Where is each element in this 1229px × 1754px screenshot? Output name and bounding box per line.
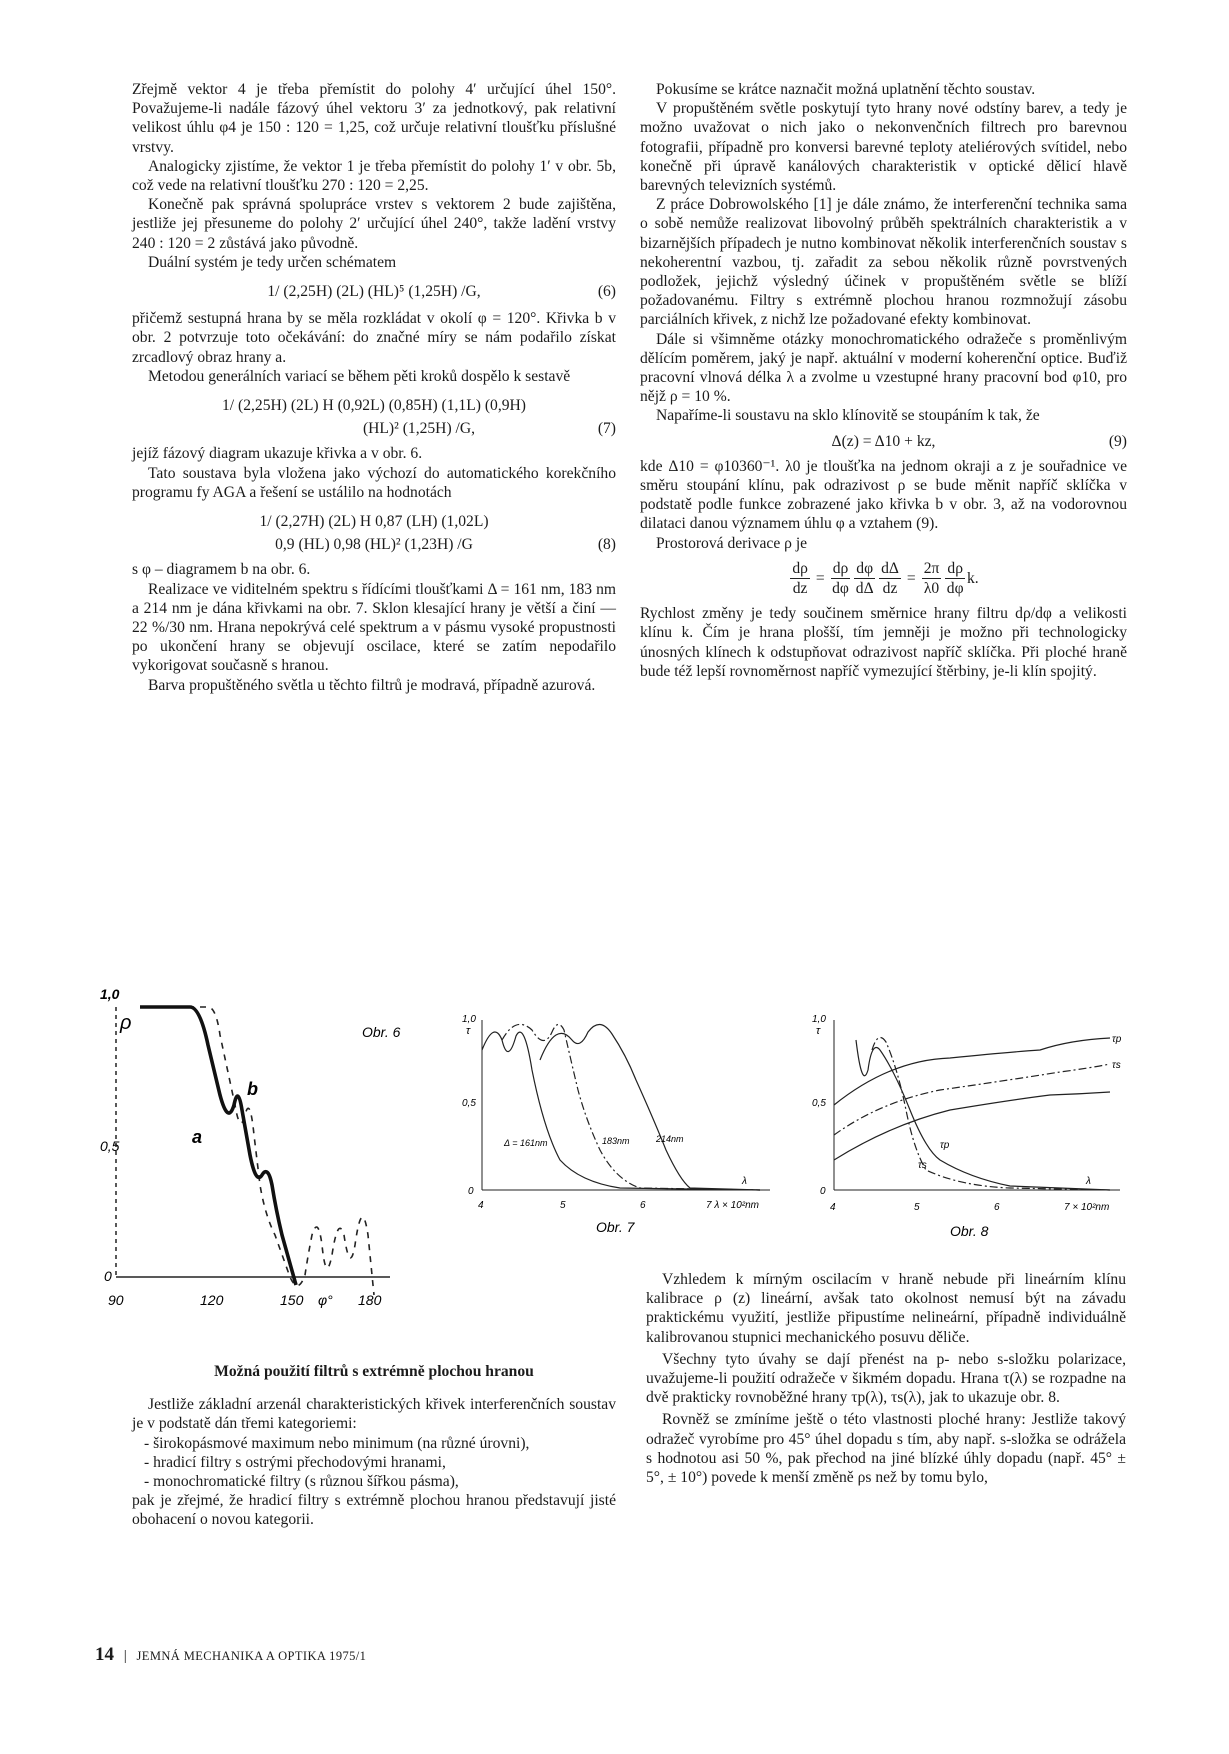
denominator: dz: [792, 580, 808, 598]
journal-name: JEMNÁ MECHANIKA A OPTIKA 1975/1: [136, 1649, 367, 1663]
equation-7-number: (7): [597, 420, 616, 438]
equals-sign: =: [906, 569, 916, 587]
figure-6: [100, 985, 430, 1315]
equation-7-line-2: [132, 419, 616, 438]
label-161nm: Δ = 161nm: [504, 1138, 548, 1148]
x-tick: 4: [478, 1200, 484, 1211]
equation-9-number: (9): [1108, 432, 1127, 450]
fraction: [831, 559, 851, 598]
y-axis-label: τ: [816, 1025, 821, 1037]
list-item: - hradicí filtry s ostrými přechodovými hranami,: [144, 1453, 446, 1471]
curve-b: [140, 1007, 374, 1295]
equals-sign: =: [815, 569, 825, 587]
curve-tau-s-transmit: [834, 1064, 1110, 1135]
paragraph: Zřejmě vektor 4 je třeba přemístit do polohy 4′ určující úhel 150°. Považujeme-li nadále fázový úhel vektoru 3′ za jednotkový, pak relativní velikost úhlu φ4 je 150 : 120 = 1,25, což určuje relativní tloušťku příslušné vrstvy.: [132, 81, 616, 156]
equation-6-body: 1/ (2,25H) (2L) (HL)⁵ (1,25H) /G,: [267, 283, 481, 301]
paragraph: Všechny tyto úvahy se dají přenést na p- nebo s-složku polarizace, uvažujeme-li použití odražeče v šikmém dopadu. Hrana τ(λ) se rozpadne na dvě prakticky rovnoběžné hrany τp(λ), τs(λ), jak to ukazuje obr. 8.: [646, 1350, 1126, 1407]
paragraph: Dále si všimněme otázky monochromatického odražeče s proměnlivým dělícím poměrem, jaký je např. aktuální v moderní koherenční optice. Buďiž pracovní vlnová délka λ a zvolme u vzestupné hrany pracovní bod φ10, pro nějž ρ = 10 %.: [640, 330, 1127, 406]
equation-9: [640, 432, 1127, 451]
left-column-bottom: [132, 1362, 616, 1530]
page-footer: [95, 1644, 366, 1666]
x-tick: 90: [108, 1292, 124, 1308]
paragraph: Rovněž se zmíníme ještě o této vlastnosti ploché hrany: Jestliže takový odražeč vyrobíme pro 45° úhel dopadu s tím, aby např. s-složka se odrážela s hodnotou asi 50 %, pak přechod na jiné blízké úhly dopadu (např. 45° ± 5°, ± 10°) povede k menší změně ρs než by tomu bylo,: [646, 1411, 1126, 1487]
list-item: - širokopásmové maximum nebo minimum (na různé úrovni),: [144, 1434, 530, 1452]
fraction: [945, 559, 965, 598]
denominator: dφ: [832, 580, 849, 598]
x-tick: 150: [280, 1292, 304, 1308]
paragraph: Metodou generálních variací se během pěti kroků dospělo k sestavě: [148, 367, 571, 385]
label-tau-s: τs: [1112, 1060, 1121, 1071]
figure-7-plot: [460, 1010, 780, 1240]
left-column-top: [132, 80, 616, 695]
numerator: dρ: [790, 559, 810, 579]
curve-lower: [834, 1092, 1110, 1160]
right-column-bottom: [646, 1270, 1126, 1487]
y-tick-0-5: 0,5: [462, 1098, 476, 1109]
paragraph: pak je zřejmé, že hradicí filtry s extrémně plochou hranou představují jisté obohacení o novou kategorii.: [132, 1492, 616, 1529]
curve-214nm: [540, 1024, 760, 1190]
lambda-label: λ: [742, 1176, 747, 1187]
numerator: dρ: [945, 559, 965, 579]
paragraph: Vzhledem k mírným oscilacím v hraně nebude při lineárním klínu kalibrace ρ (z) lineární, avšak tato okolnost nemusí být na závadu praktickému využití, jestliže připustíme nelineární, případně individuálně kalibrovanou stupnici mechanického posuvu děliče.: [646, 1271, 1126, 1346]
numerator: dρ: [831, 559, 851, 579]
x-tick: 7 λ × 10²nm: [706, 1200, 760, 1211]
paragraph: Barva propuštěného světla u těchto filtrů je modravá, případně azurová.: [148, 676, 596, 694]
x-axis-unit: φ°: [318, 1292, 333, 1308]
equation-8-number: (8): [597, 536, 616, 554]
equation-7: [132, 396, 616, 438]
equation-7-text-2: (HL)² (1,25H) /G,: [362, 420, 476, 438]
y-tick-0: 0: [468, 1186, 474, 1197]
equation-8-text-1: 1/ (2,27H) (2L) H 0,87 (LH) (1,02L): [259, 513, 489, 531]
numerator: dΔ: [879, 559, 901, 579]
paragraph: Tato soustava byla vložena jako výchozí do automatického korekčního programu fy AGA a řešení se ustálilo na hodnotách: [132, 464, 616, 501]
y-axis-label: τ: [466, 1025, 471, 1037]
curve-tau-p-reflect: [856, 1040, 1110, 1190]
section-heading: Možná použití filtrů s extrémně plochou hranou: [214, 1363, 534, 1380]
category-list: [132, 1434, 616, 1492]
denominator: dΔ: [855, 580, 874, 598]
x-tick: 5: [914, 1202, 920, 1213]
curve-b-label: b: [247, 1079, 258, 1099]
x-tick: 6: [994, 1202, 1000, 1213]
paragraph: Rychlost změny je tedy součinem směrnice hrany filtru dρ/dφ a velikosti klínu k. Čím je hrana plošší, tím jemněji je možno při technologicky únosných klínech k odstupňovat odrazivost napříč sklíčka. Při ploché hraně bude též lepší rovnoměrnost napříč vymezující štěrbiny, je-li klín spojitý.: [640, 605, 1127, 680]
paragraph: Realizace ve viditelném spektru s řídícími tloušťkami Δ = 161 nm, 183 nm a 214 nm je dána křivkami na obr. 7. Sklon klesající hrany je větší a činí —22 %/30 nm. Hrana nepokrývá celé spektrum a v pásmu vysoké propustnosti po ukončení hrany se objevují oscilace, které se zatím nepodařilo vykorigovat současně s hranou.: [132, 580, 616, 675]
numerator: 2π: [922, 559, 942, 579]
lambda-label: λ: [1086, 1176, 1091, 1187]
paragraph: jejíž fázový diagram ukazuje křivka a v obr. 6.: [132, 445, 423, 463]
paragraph: přičemž sestupná hrana by se měla rozkládat v okolí φ = 120°. Křivka b v obr. 2 potvrzuje toto očekávání: do značné míry se nám podařilo získat zrcadlový obraz hrany a.: [132, 310, 616, 366]
figure-6-plot: [100, 985, 430, 1315]
numerator: dφ: [854, 559, 875, 579]
curve-161nm: [482, 1032, 760, 1190]
equation-7-text-1: 1/ (2,25H) (2L) H (0,92L) (0,85H) (1,1L) (0,9H): [221, 397, 526, 415]
figure-8-plot: [810, 1010, 1130, 1250]
equation-8-line-1: [132, 512, 616, 531]
figure-7: [460, 1010, 780, 1240]
paragraph: V propuštěném světle poskytují tyto hrany nové odstíny barev, a tedy je možno uvažovat o nich jako o nekonvenčních filtrech pro barevnou fotografii, případně pro konversi barevné teploty ateliérových svítidel, nebo konečně při úpravě kanálových charakteristik v optické dělicí hlavě barevných televizních systémů.: [640, 100, 1127, 195]
paragraph: Analogicky zjistíme, že vektor 1 je třeba přemístit do polohy 1′ v obr. 5b, což vede na relativní tloušťku 270 : 120 = 2,25.: [132, 157, 616, 195]
paragraph: Napaříme-li soustavu na sklo klínovitě se stoupáním k tak, že: [656, 407, 1040, 425]
paragraph: s φ – diagramem b na obr. 6.: [132, 561, 311, 579]
y-tick-1: 1,0: [100, 986, 120, 1002]
figure-6-caption: Obr. 6: [362, 1024, 401, 1040]
x-tick: 5: [560, 1200, 566, 1211]
paragraph: Pokusíme se krátce naznačit možná uplatnění těchto soustav.: [656, 81, 1036, 98]
x-tick: 7 × 10²nm: [1064, 1202, 1110, 1213]
denominator: dz: [882, 580, 898, 598]
y-tick-1: 1,0: [462, 1014, 476, 1025]
paragraph: Prostorová derivace ρ je: [656, 534, 808, 552]
fraction: [790, 559, 810, 598]
equation-tail: k.: [966, 569, 979, 587]
figure-7-caption: Obr. 7: [596, 1219, 635, 1235]
fraction: [922, 559, 942, 598]
paragraph: Duální systém je tedy určen schématem: [148, 253, 397, 271]
list-item: - monochromatické filtry (s různou šířkou pásma),: [144, 1473, 459, 1491]
equation-7-line-1: [132, 396, 616, 415]
footer-separator: |: [123, 1648, 127, 1664]
x-tick: 6: [640, 1200, 646, 1211]
equation-6: [132, 282, 616, 301]
x-tick: 180: [358, 1292, 382, 1308]
curve-tau-s-reflect: [872, 1038, 1110, 1191]
denominator: dφ: [946, 580, 964, 598]
equation-8-line-2: [132, 535, 616, 554]
paragraph: Konečně pak správná spolupráce vrstev s vektorem 2 bude zajištěna, jestliže jej přesuneme do polohy 2′ určující úhel 240°, takže ladění vrstvy 240 : 120 = 2 zůstává jako původně.: [132, 196, 616, 252]
paragraph: kde Δ10 = φ10360⁻¹. λ0 je tloušťka na jednom okraji a z je souřadnice ve směru stoupání klínu, pak odrazivost ρ se bude měnit napříč sklíčka v podstatě podle funkce zobrazené jako křivka b v obr. 3, až na vodorovnou dilataci danou významem úhlu φ a vztahem (9).: [640, 457, 1127, 533]
paragraph: Z práce Dobrowolského [1] je dále známo, že interferenční technika sama o sobě nemůže realizovat libovolný průběh spektrálních charakteristik a v bizarnějších případech je nutno kombinovat několik interferenčních soustav s nekoherentní vazbou, tj. zařadit za sebou několik různě povrstvených podložek, jejichž výsledný účinek v propuštěném světle se blíží požadovanému. Filtry s extrémně plochou hranou rozmnožují zásobu parciálních křivek, z nichž lze požadované efekty kombinovat.: [640, 196, 1127, 329]
equation-6-number: (6): [597, 283, 616, 301]
x-tick: 4: [830, 1202, 836, 1213]
paragraph: Jestliže základní arzenál charakteristických křivek interferenčních soustav je v podstatě dán třemi kategoriemi:: [132, 1396, 616, 1433]
equation-9-body: Δ(z) = Δ10 + kz,: [831, 432, 936, 450]
derivative-equation: [640, 559, 1127, 598]
fraction: [854, 559, 875, 598]
x-tick: 120: [200, 1292, 224, 1308]
equation-8: [132, 512, 616, 554]
y-tick-0-5: 0,5: [812, 1098, 826, 1109]
label-tau-s-lower: τs: [918, 1160, 927, 1171]
y-tick-0-5: 0,5: [100, 1138, 120, 1154]
y-tick-0: 0: [820, 1186, 826, 1197]
label-tau-p-lower: τp: [940, 1140, 950, 1151]
y-tick-0: 0: [104, 1268, 112, 1284]
label-183nm: 183nm: [602, 1136, 630, 1146]
curve-a-label: a: [192, 1127, 203, 1147]
figure-8: [810, 1010, 1130, 1250]
curve-a: [140, 1007, 296, 1285]
label-tau-p: τp: [1112, 1034, 1122, 1045]
rho-label: ρ: [120, 1012, 132, 1034]
equation-8-text-2: 0,9 (HL) 0,98 (HL)² (1,23H) /G: [275, 536, 473, 554]
y-tick-1: 1,0: [812, 1014, 826, 1025]
fraction: [879, 559, 901, 598]
figure-8-caption: Obr. 8: [950, 1223, 989, 1239]
label-214nm: 214nm: [656, 1134, 684, 1144]
right-column-top: [640, 80, 1127, 681]
denominator: λ0: [923, 580, 940, 598]
page-number: 14: [95, 1644, 114, 1665]
